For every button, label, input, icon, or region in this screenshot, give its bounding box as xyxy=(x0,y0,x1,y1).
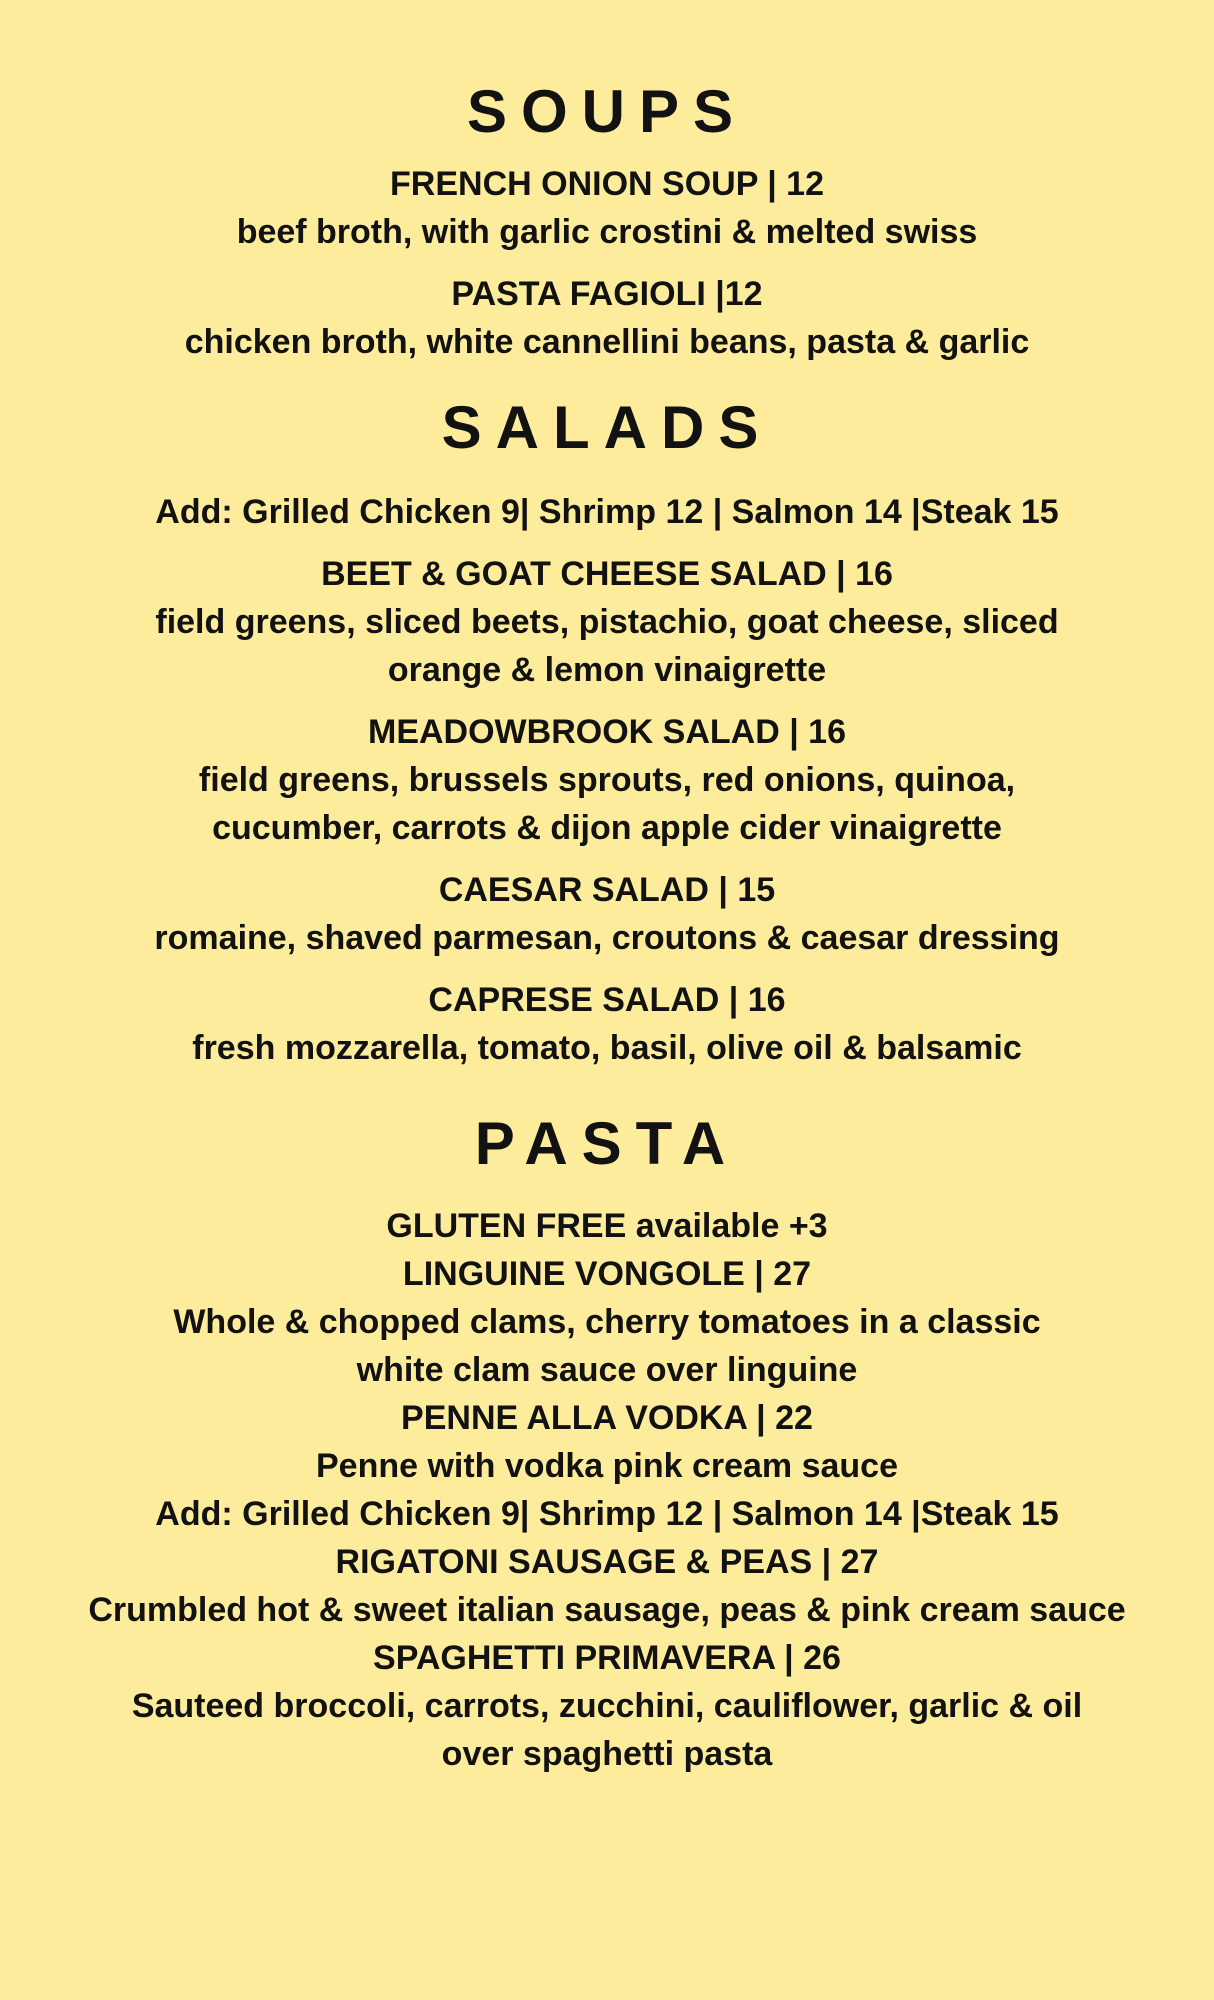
menu-item-description: over spaghetti pasta xyxy=(441,1735,773,1773)
menu-item-name: LINGUINE VONGOLE | 27 xyxy=(402,1255,812,1293)
pasta-section xyxy=(0,1102,1214,1778)
menu-item-caprese-salad xyxy=(0,976,1214,1072)
menu-item-description: romaine, shaved parmesan, croutons & caesar dressing xyxy=(154,919,1060,957)
salads-heading: SALADS xyxy=(441,394,773,461)
menu-item-description: field greens, brussels sprouts, red onions, quinoa, xyxy=(198,761,1016,799)
salads-add-on-note: Add: Grilled Chicken 9| Shrimp 12 | Salmon 14 |Steak 15 xyxy=(155,493,1059,531)
menu-item-spaghetti-primavera xyxy=(0,1634,1214,1778)
menu-item-description: Sauteed broccoli, carrots, zucchini, cauliflower, garlic & oil xyxy=(131,1687,1083,1725)
pasta-add-on-note: Add: Grilled Chicken 9| Shrimp 12 | Salmon 14 |Steak 15 xyxy=(155,1495,1059,1533)
menu-item-name: PASTA FAGIOLI |12 xyxy=(451,275,763,313)
menu-item-meadowbrook-salad xyxy=(0,708,1214,852)
menu-item-linguine-vongole xyxy=(0,1250,1214,1394)
soups-section xyxy=(0,70,1214,366)
menu-item-name: CAESAR SALAD | 15 xyxy=(438,871,776,909)
menu-item-name: FRENCH ONION SOUP | 12 xyxy=(390,165,824,203)
salads-section xyxy=(0,386,1214,1072)
menu-item-beet-goat-cheese-salad xyxy=(0,550,1214,694)
menu-item-description: Whole & chopped clams, cherry tomatoes in a classic xyxy=(173,1303,1041,1341)
menu-item-name: MEADOWBROOK SALAD | 16 xyxy=(368,713,846,751)
menu-item-description: fresh mozzarella, tomato, basil, olive oil & balsamic xyxy=(192,1029,1022,1067)
gluten-free-note: GLUTEN FREE available +3 xyxy=(386,1207,828,1245)
soups-heading: SOUPS xyxy=(466,78,748,145)
menu-item-caesar-salad xyxy=(0,866,1214,962)
menu-item-description: beef broth, with garlic crostini & melted swiss xyxy=(236,213,978,251)
menu-item-description: orange & lemon vinaigrette xyxy=(387,651,827,689)
menu-item-name: CAPRESE SALAD | 16 xyxy=(428,981,786,1019)
menu-item-name: RIGATONI SAUSAGE & PEAS | 27 xyxy=(335,1543,879,1581)
menu-item-description: chicken broth, white cannellini beans, pasta & garlic xyxy=(184,323,1030,361)
menu-item-name: PENNE ALLA VODKA | 22 xyxy=(401,1399,813,1437)
menu-item-description: cucumber, carrots & dijon apple cider vinaigrette xyxy=(212,809,1002,847)
menu-item-name: BEET & GOAT CHEESE SALAD | 16 xyxy=(321,555,893,593)
menu-item-description: field greens, sliced beets, pistachio, goat cheese, sliced xyxy=(155,603,1059,641)
menu-item-rigatoni-sausage-peas xyxy=(0,1538,1214,1634)
menu-item-description: Penne with vodka pink cream sauce xyxy=(315,1447,898,1485)
menu-item-name: SPAGHETTI PRIMAVERA | 26 xyxy=(373,1639,841,1677)
menu-item-pasta-fagioli xyxy=(0,270,1214,366)
menu-item-description: white clam sauce over linguine xyxy=(356,1351,858,1389)
pasta-heading: PASTA xyxy=(474,1110,740,1177)
menu-item-french-onion-soup xyxy=(0,160,1214,256)
menu-item-description: Crumbled hot & sweet italian sausage, peas & pink cream sauce xyxy=(88,1591,1126,1629)
menu-item-penne-alla-vodka xyxy=(0,1394,1214,1538)
